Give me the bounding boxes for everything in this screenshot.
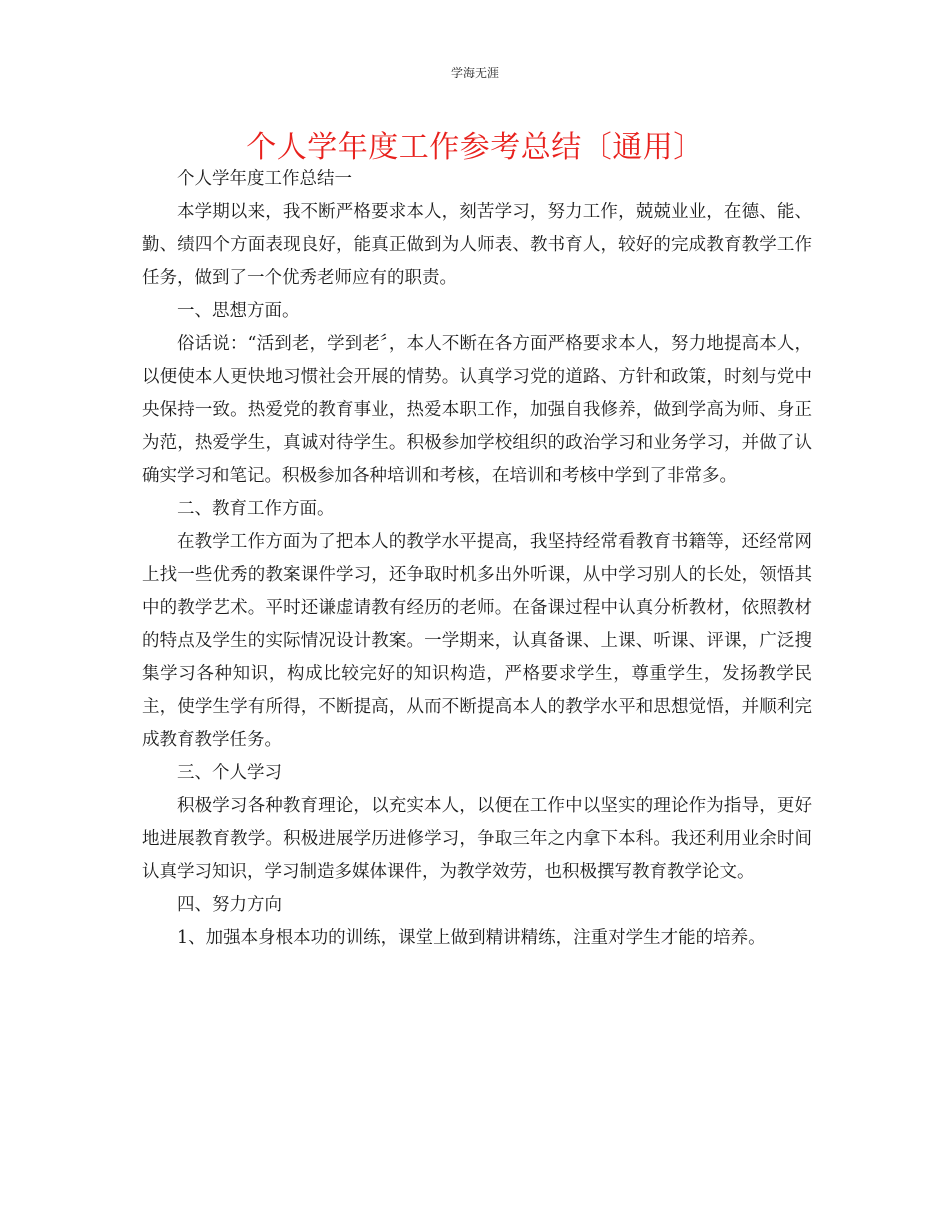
section-subtitle: 个人学年度工作总结一	[177, 169, 352, 189]
section-heading-education: 二、教育工作方面。	[177, 499, 335, 519]
paragraph-intro: 本学期以来，我不断严格要求本人，刻苦学习，努力工作，兢兢业业，在德、能、勤、绩四个方面表现良好，能真正做到为人师表、教书育人，较好的完成教育教学工作任务，做到了一个优秀老师应有的职责。	[142, 202, 812, 288]
document-body	[142, 163, 812, 955]
paragraph-direction-1: 1、加强本身根本功的训练，课堂上做到精讲精练，注重对学生才能的培养。	[177, 928, 766, 948]
section-heading-thought: 一、思想方面。	[177, 301, 300, 321]
section-heading-direction: 四、努力方向	[177, 895, 282, 915]
section-heading-study: 三、个人学习	[177, 763, 282, 783]
paragraph-education: 在教学工作方面为了把本人的教学水平提高，我坚持经常看教育书籍等，还经常网上找一些优秀的教案课件学习，还争取时机多出外听课，从中学习别人的长处，领悟其中的教学艺术。平时还谦虚请教有经历的老师。在备课过程中认真分析教材，依照教材的特点及学生的实际情况设计教案。一学期来，认真备课、上课、听课、评课，广泛搜集学习各种知识，构成比较完好的知识构造，严格要求学生，尊重学生，发扬教学民主，使学生学有所得，不断提高，从而不断提高本人的教学水平和思想觉悟，并顺利完成教育教学任务。	[142, 532, 812, 750]
paragraph-thought: 俗话说：“活到老，学到老〞，本人不断在各方面严格要求本人，努力地提高本人，以便使本人更快地习惯社会开展的情势。认真学习党的道路、方针和政策，时刻与党中央保持一致。热爱党的教育事业，热爱本职工作，加强自我修养，做到学高为师、身正为范，热爱学生，真诚对待学生。积极参加学校组织的政治学习和业务学习，并做了认确实学习和笔记。积极参加各种培训和考核，在培训和考核中学到了非常多。	[142, 334, 812, 486]
paragraph-study: 积极学习各种教育理论，以充实本人，以便在工作中以坚实的理论作为指导，更好地进展教育教学。积极进展学历进修学习，争取三年之内拿下本科。我还利用业余时间认真学习知识，学习制造多媒体课件，为教学效劳，也积极撰写教育教学论文。	[142, 796, 812, 882]
document-title: 个人学年度工作参考总结〔通用〕	[246, 130, 704, 165]
page-header: 学海无涯	[450, 66, 499, 80]
